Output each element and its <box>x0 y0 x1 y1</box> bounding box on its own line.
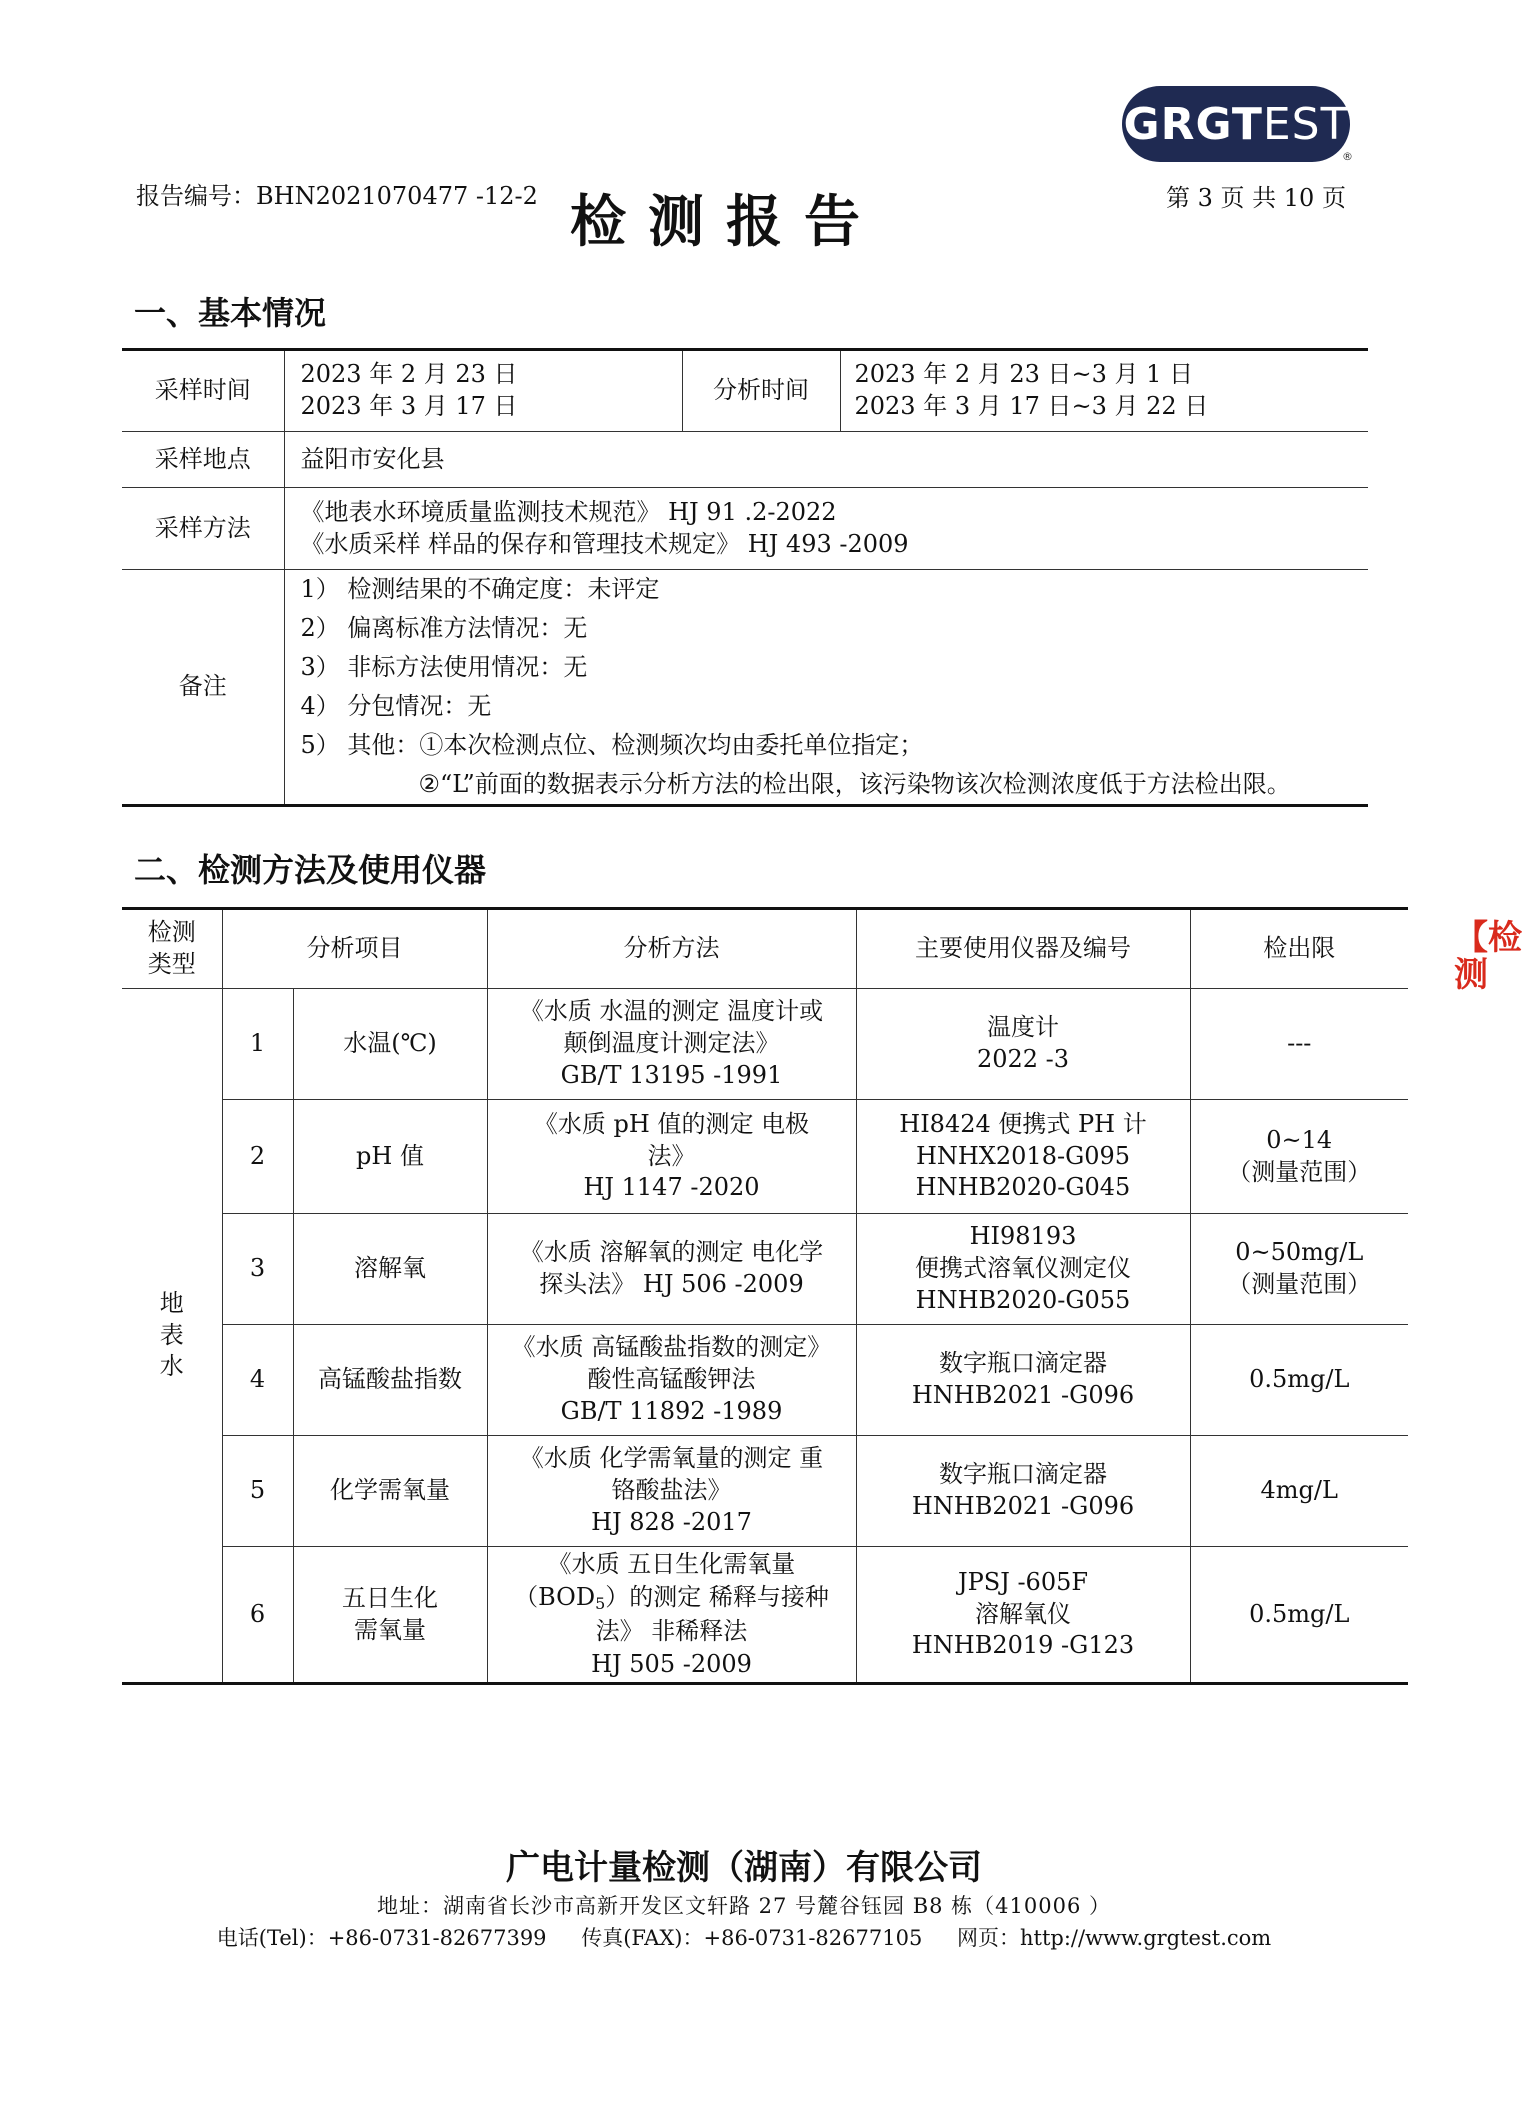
method-line: 《水质 高锰酸盐指数的测定》 <box>511 1333 832 1362</box>
instrument-line: HNHX2018-G095 <box>915 1141 1131 1170</box>
section1-title: 一、基本情况 <box>134 294 327 332</box>
type-char-3: 水 <box>159 1352 184 1381</box>
instrument-line: HI98193 <box>969 1222 1077 1251</box>
seal-stamp: 【检测 <box>1454 918 1522 996</box>
header-instrument: 主要使用仪器及编号 <box>856 909 1190 989</box>
header-type-line-2: 类型 <box>147 950 196 978</box>
location-label: 采样地点 <box>122 432 284 488</box>
document-title: 检测报告 <box>570 190 882 255</box>
header-item: 分析项目 <box>222 909 487 989</box>
row-method <box>487 1547 856 1684</box>
limit-line: 0~14 <box>1266 1125 1333 1154</box>
table-row <box>122 989 1408 1100</box>
remark-4: 4） 分包情况：无 <box>300 692 492 720</box>
table-row <box>122 1325 1408 1436</box>
row-limit: 0.5mg/L <box>1190 1325 1408 1436</box>
method-line: 《水质 溶解氧的测定 电化学 <box>519 1238 824 1267</box>
row-number: 4 <box>222 1325 293 1436</box>
company-logo <box>1122 86 1350 162</box>
analysis-time-value <box>840 350 1368 432</box>
row-limit: 0.5mg/L <box>1190 1547 1408 1684</box>
header-type <box>122 909 222 989</box>
sampling-method-line-2: 《水质采样 样品的保存和管理技术规定》 HJ 493 -2009 <box>300 529 909 558</box>
method-bod-text: （BOD <box>514 1582 596 1611</box>
sampling-time-value <box>284 350 682 432</box>
instrument-line: HNHB2020-G045 <box>915 1173 1131 1202</box>
remarks-value <box>284 570 1368 806</box>
method-bod-subscript: 5 <box>595 1593 606 1613</box>
instrument-line: 温度计 <box>987 1013 1059 1042</box>
limit-line: 0~50mg/L <box>1235 1238 1364 1267</box>
row-limit <box>1190 1100 1408 1214</box>
instrument-line: 便携式溶氧仪测定仪 <box>915 1254 1131 1283</box>
registered-mark: ® <box>1342 150 1353 163</box>
method-line: 《水质 水温的测定 温度计或 <box>519 997 824 1026</box>
page-number: 第 3 页 共 10 页 <box>1166 184 1346 212</box>
row-number: 6 <box>222 1547 293 1684</box>
remarks-label: 备注 <box>122 570 284 806</box>
row-method <box>487 989 856 1100</box>
method-line: 《水质 pH 值的测定 电极 <box>533 1109 810 1138</box>
instrument-line: HNHB2020-G055 <box>915 1285 1131 1314</box>
method-line: 酸性高锰酸钾法 <box>587 1365 756 1394</box>
instrument-line: 2022 -3 <box>976 1045 1070 1073</box>
row-number: 2 <box>222 1100 293 1214</box>
header-type-line-1: 检测 <box>147 918 196 947</box>
website: 网页：http://www.grgtest.com <box>957 1926 1272 1950</box>
method-line: HJ 1147 -2020 <box>583 1173 760 1202</box>
report-number: 报告编号：BHN2021070477 -12-2 <box>136 182 538 210</box>
instrument-line: 数字瓶口滴定器 <box>939 1349 1107 1378</box>
limit-line: （测量范围） <box>1227 1157 1372 1186</box>
sampling-time-label: 采样时间 <box>122 350 284 432</box>
row-number: 5 <box>222 1436 293 1547</box>
company-name: 广电计量检测（湖南）有限公司 <box>506 1848 982 1888</box>
method-line: 法》 <box>647 1141 696 1170</box>
type-cell <box>122 989 222 1684</box>
sampling-time-line-1: 2023 年 2 月 23 日 <box>300 360 518 389</box>
instrument-line: HI8424 便携式 PH 计 <box>899 1109 1147 1138</box>
methods-instruments-table <box>122 907 1408 1685</box>
sampling-method-value <box>284 488 1368 570</box>
table-row <box>122 1547 1408 1684</box>
instrument-line: JPSJ -605F <box>957 1567 1089 1596</box>
method-line <box>488 1581 856 1615</box>
method-line: 法》 非稀释法 <box>595 1616 748 1645</box>
row-limit: 4mg/L <box>1190 1436 1408 1547</box>
analysis-time-line-2: 2023 年 3 月 17 日~3 月 22 日 <box>854 392 1209 420</box>
analysis-time-label: 分析时间 <box>682 350 840 432</box>
instrument-line: 数字瓶口滴定器 <box>939 1460 1107 1489</box>
phone: 电话(Tel)：+86-0731-82677399 <box>216 1926 547 1950</box>
instrument-line: 溶解氧仪 <box>975 1599 1071 1628</box>
row-instrument <box>856 1325 1190 1436</box>
company-contact <box>0 1922 1488 1952</box>
method-line: 铬酸盐法》 <box>611 1476 732 1505</box>
method-bod-rest: ）的测定 稀释与接种 <box>605 1582 829 1611</box>
company-address: 地址：湖南省长沙市高新开发区文轩路 27 号麓谷钰园 B8 栋（410006 ） <box>376 1894 1112 1918</box>
row-instrument <box>856 1436 1190 1547</box>
remark-2: 2） 偏离标准方法情况：无 <box>300 614 588 642</box>
remark-5-note: ②“L”前面的数据表示分析方法的检出限，该污染物该次检测浓度低于方法检出限。 <box>418 770 1291 798</box>
row-item <box>293 1547 487 1684</box>
row-method <box>487 1100 856 1214</box>
row-item: 溶解氧 <box>293 1214 487 1325</box>
row-instrument <box>856 989 1190 1100</box>
row-instrument <box>856 1214 1190 1325</box>
sampling-method-label: 采样方法 <box>122 488 284 570</box>
logo-text-thin: EST <box>1262 98 1349 150</box>
row-number: 1 <box>222 989 293 1100</box>
header-method: 分析方法 <box>487 909 856 989</box>
method-line: 《水质 化学需氧量的测定 重 <box>519 1444 824 1473</box>
instrument-line: HNHB2021 -G096 <box>911 1492 1135 1520</box>
row-method <box>487 1325 856 1436</box>
fax: 传真(FAX)：+86-0731-82677105 <box>581 1926 923 1950</box>
row-number: 3 <box>222 1214 293 1325</box>
type-char-1: 地 <box>159 1288 184 1317</box>
remark-1: 1） 检测结果的不确定度：未评定 <box>300 575 660 603</box>
logo-text-bold: GRGT <box>1123 98 1263 150</box>
method-line: 颠倒温度计测定法》 <box>563 1029 780 1058</box>
analysis-time-line-1: 2023 年 2 月 23 日~3 月 1 日 <box>854 360 1194 389</box>
method-line: GB/T 13195 -1991 <box>560 1060 783 1089</box>
location-value: 益阳市安化县 <box>284 432 1368 488</box>
row-item: 水温(℃) <box>293 989 487 1100</box>
type-char-2: 表 <box>159 1320 184 1349</box>
row-item: 化学需氧量 <box>293 1436 487 1547</box>
section2-title: 二、检测方法及使用仪器 <box>134 851 487 889</box>
row-limit: --- <box>1190 989 1408 1100</box>
method-line: 《水质 五日生化需氧量 <box>547 1549 796 1578</box>
item-line: 需氧量 <box>354 1615 426 1644</box>
method-line: GB/T 11892 -1989 <box>560 1396 783 1425</box>
limit-line: （测量范围） <box>1227 1270 1372 1298</box>
sampling-time-line-2: 2023 年 3 月 17 日 <box>300 392 518 420</box>
row-instrument <box>856 1547 1190 1684</box>
basic-info-table <box>122 348 1368 807</box>
method-line: 探头法》 HJ 506 -2009 <box>539 1270 804 1298</box>
remark-5: 5） 其他：①本次检测点位、检测频次均由委托单位指定； <box>300 731 924 759</box>
table-row <box>122 1436 1408 1547</box>
sampling-method-line-1: 《地表水环境质量监测技术规范》 HJ 91 .2-2022 <box>300 497 837 526</box>
instrument-line: HNHB2021 -G096 <box>911 1381 1135 1409</box>
remark-3: 3） 非标方法使用情况：无 <box>300 653 588 681</box>
item-line: 五日生化 <box>342 1583 438 1612</box>
row-limit <box>1190 1214 1408 1325</box>
header-limit: 检出限 <box>1190 909 1408 989</box>
table-row <box>122 1100 1408 1214</box>
row-instrument <box>856 1100 1190 1214</box>
method-line: HJ 505 -2009 <box>591 1650 752 1679</box>
row-item: 高锰酸盐指数 <box>293 1325 487 1436</box>
instrument-line: HNHB2019 -G123 <box>911 1631 1135 1660</box>
row-method <box>487 1436 856 1547</box>
method-line: HJ 828 -2017 <box>591 1507 752 1536</box>
row-method <box>487 1214 856 1325</box>
row-item: pH 值 <box>293 1100 487 1214</box>
table-row <box>122 1214 1408 1325</box>
